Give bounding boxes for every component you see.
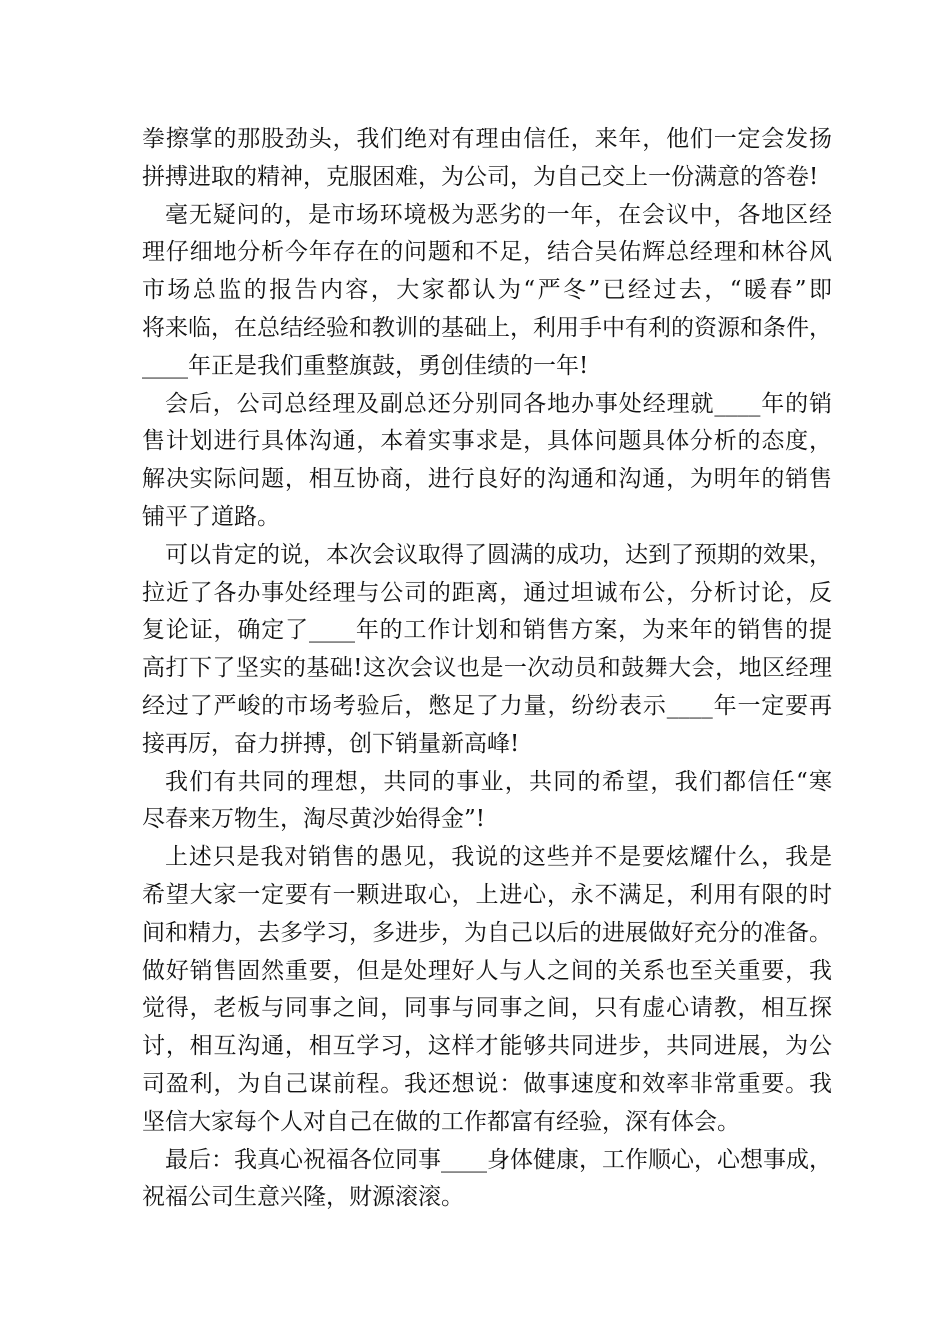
text-line: 复论证，确定了____年的工作计划和销售方案，为来年的销售的提	[142, 617, 832, 644]
text-line: 讨，相互沟通，相互学习，这样才能够共同进步，共同进展，为公	[142, 1033, 832, 1060]
text-line: 会后，公司总经理及副总还分别同各地办事处经理就____年的销	[165, 390, 832, 417]
text-line: 解决实际问题，相互协商，进行良好的沟通和沟通，为明年的销售	[142, 466, 832, 493]
text-line: 希望大家一定要有一颗进取心，上进心，永不满足，利用有限的时	[142, 881, 832, 908]
text-line: 可以肯定的说，本次会议取得了圆满的成功，达到了预期的效果，	[165, 541, 832, 568]
text-line: 接再厉，奋力拼搏，创下销量新高峰!	[142, 730, 520, 757]
text-line: 尽春来万物生，淘尽黄沙始得金”!	[142, 806, 486, 833]
text-line: 拳擦掌的那股劲头，我们绝对有理由信任，来年，他们一定会发扬	[142, 126, 832, 152]
text-line: 毫无疑问的，是市场环境极为恶劣的一年，在会议中，各地区经	[165, 201, 832, 228]
text-line: 最后：我真心祝福各位同事____身体健康，工作顺心，心想事成，	[165, 1146, 832, 1173]
text-line: 司盈利，为自己谋前程。我还想说：做事速度和效率非常重要。我	[142, 1070, 832, 1097]
paragraph-7	[142, 1142, 832, 1218]
paragraph-1	[142, 121, 832, 197]
document-body	[142, 121, 832, 1217]
text-line: 拉近了各办事处经理与公司的距离，通过坦诚布公，分析讨论，反	[142, 579, 832, 606]
text-line: 上述只是我对销售的愚见，我说的这些并不是要炫耀什么，我是	[165, 844, 832, 871]
text-line: 拼搏进取的精神，克服困难，为公司，为自己交上一份满意的答卷!	[142, 163, 819, 190]
text-line: 市场总监的报告内容，大家都认为“严冬”已经过去，“暖春”即	[142, 277, 832, 304]
text-line: 坚信大家每个人对自己在做的工作都富有经验，深有体会。	[142, 1108, 740, 1135]
paragraph-2	[142, 197, 832, 386]
paragraph-4	[142, 537, 832, 764]
text-line: 间和精力，去多学习，多进步，为自己以后的进展做好充分的准备。	[142, 919, 832, 946]
text-line: 经过了严峻的市场考验后，憋足了力量，纷纷表示____年一定要再	[142, 692, 832, 719]
paragraph-3	[142, 386, 832, 537]
paragraph-6	[142, 839, 832, 1141]
text-line: 售计划进行具体沟通，本着实事求是，具体问题具体分析的态度，	[142, 428, 832, 455]
text-line: 将来临，在总结经验和教训的基础上，利用手中有利的资源和条件，	[142, 314, 832, 341]
text-line: 理仔细地分析今年存在的问题和不足，结合吴佑辉总经理和林谷风	[142, 239, 832, 266]
text-line: ____年正是我们重整旗鼓，勇创佳绩的一年!	[142, 352, 589, 379]
paragraph-5	[142, 764, 832, 840]
text-line: 做好销售固然重要，但是处理好人与人之间的关系也至关重要，我	[142, 957, 832, 984]
text-line: 高打下了坚实的基础!这次会议也是一次动员和鼓舞大会，地区经理	[142, 655, 832, 682]
text-line: 觉得，老板与同事之间，同事与同事之间，只有虚心请教，相互探	[142, 995, 832, 1022]
text-line: 我们有共同的理想，共同的事业，共同的希望，我们都信任“寒	[165, 768, 832, 795]
text-line: 祝福公司生意兴隆，财源滚滚。	[142, 1184, 464, 1211]
text-line: 铺平了道路。	[142, 503, 280, 530]
